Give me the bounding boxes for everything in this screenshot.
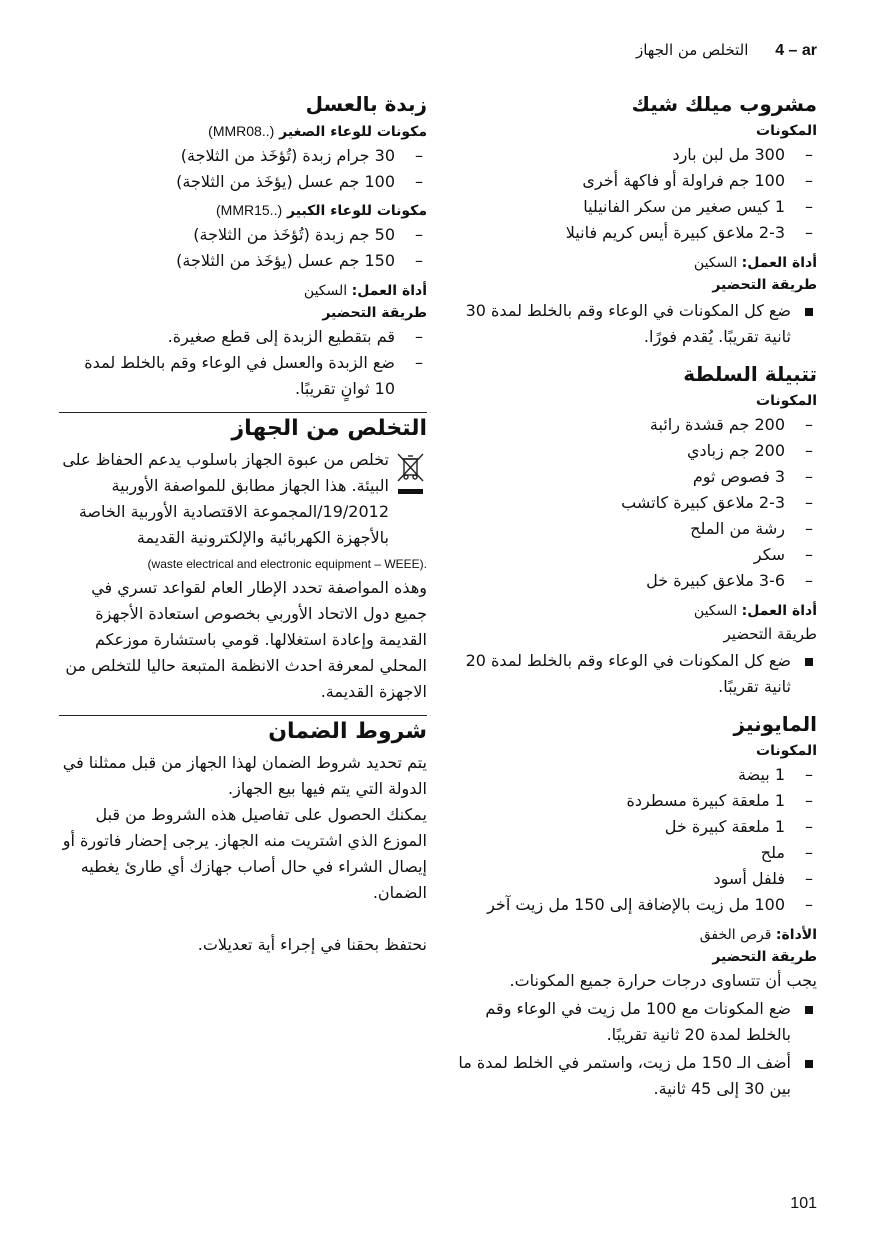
list-item: ضع كل المكونات في الوعاء وقم بالخلط لمدة 30 ثانية تقريبًا. يُقدم فورًا. <box>457 298 817 350</box>
right-column <box>457 90 817 1102</box>
mayo-ingredients <box>457 762 817 918</box>
page-number: 101 <box>790 1195 817 1212</box>
list-item: – 1 ملعقة كبيرة خل <box>457 814 817 840</box>
milkshake-tool <box>457 252 817 274</box>
weee-english: (waste electrical and electronic equipment – WEEE). <box>147 557 427 571</box>
mayo-section <box>457 710 817 1102</box>
disposal-text-2: وهذه المواصفة تحدد الإطار العام لقواعد تسري في جميع دول الاتحاد الأوربي بخصوص استعادة الأجهزة القديمة وإعادة استغلالها. قومي باستشارة موزعكم المحلي لمعرفة احدث الانظمة المتبعة حاليا للتخلص من الاجهزة القديمة. <box>65 578 427 701</box>
dressing-prep-label: طريقة التحضير <box>723 625 817 643</box>
mayo-tool <box>457 924 817 946</box>
list-item: – 100 مل زيت بالإضافة إلى 150 مل زيت آخر <box>457 892 817 918</box>
small-bowl-label: مكونات للوعاء الصغير (MMR08..) <box>208 123 427 140</box>
honey-butter-section <box>59 90 427 402</box>
tool-value: السكين <box>693 255 738 271</box>
honey-butter-steps <box>59 324 427 402</box>
list-item: – 200 جم زبادي <box>457 438 817 464</box>
dressing-title: تتبيلة السلطة <box>683 362 817 386</box>
list-item: – سكر <box>457 542 817 568</box>
list-item: أضف الـ 150 مل زيت، واستمر في الخلط لمدة ما بين 30 إلى 45 ثانية. <box>457 1050 817 1102</box>
milkshake-ingredients-label: المكونات <box>756 123 817 139</box>
mayo-prep-label: طريقة التحضير <box>712 949 817 965</box>
list-item: ضع كل المكونات في الوعاء وقم بالخلط لمدة 20 ثانية تقريبًا. <box>457 648 817 700</box>
list-item: – قم بتقطيع الزبدة إلى قطع صغيرة. <box>59 324 427 350</box>
tool-label: أداة العمل: <box>741 603 817 619</box>
mayo-intro: يجب أن تتساوى درجات حرارة جميع المكونات. <box>509 971 817 990</box>
list-item: – 30 جرام زبدة (تُؤخَذ من الثلاجة) <box>59 143 427 169</box>
tool-label: أداة العمل: <box>351 283 427 299</box>
mayo-title: المايونيز <box>733 712 817 736</box>
left-column <box>59 90 427 958</box>
list-item: – 200 جم قشدة رائبة <box>457 412 817 438</box>
disposal-section <box>59 413 427 705</box>
list-item: – رشة من الملح <box>457 516 817 542</box>
tool-label: أداة العمل: <box>741 255 817 271</box>
page-label: 4 – ar <box>775 42 817 59</box>
small-model: (MMR08..) <box>208 123 275 139</box>
list-item: – 2-3 ملاعق كبيرة كاتشب <box>457 490 817 516</box>
large-bowl-ingredients <box>59 222 427 274</box>
honey-butter-prep-label: طريقة التحضير <box>322 305 427 321</box>
list-item: – 2-3 ملاعق كبيرة أيس كريم فانيلا <box>457 220 817 246</box>
mayo-ingredients-label: المكونات <box>756 743 817 759</box>
list-item: – 300 مل لبن بارد <box>457 142 817 168</box>
list-item: – فلفل أسود <box>457 866 817 892</box>
list-item: – ملح <box>457 840 817 866</box>
milkshake-steps <box>457 298 817 350</box>
list-item: – 1 كيس صغير من سكر الفانيليا <box>457 194 817 220</box>
milkshake-prep-label: طريقة التحضير <box>712 277 817 293</box>
disposal-title: التخلص من الجهاز <box>231 416 427 441</box>
disposal-text: تخلص من عبوة الجهاز باسلوب يدعم الحفاظ على البيئة. هذا الجهاز مطابق للمواصفة الأوربية 19/2012/المجموعة الاقتصادية الأوربية الخاصة بالأجهزة الكهربائية والإلكترونية القديمة <box>62 450 389 547</box>
list-item: – ضع الزبدة والعسل في الوعاء وقم بالخلط لمدة 10 ثوانٍ تقريبًا. <box>59 350 427 402</box>
warranty-p3: نحتفظ بحقنا في إجراء أية تعديلات. <box>197 935 427 954</box>
list-item: – 100 جم فراولة أو فاكهة أخرى <box>457 168 817 194</box>
list-item: – 150 جم عسل (يؤخَذ من الثلاجة) <box>59 248 427 274</box>
large-model: (MMR15..) <box>216 202 283 218</box>
tool-value: السكين <box>693 603 738 619</box>
tool-value: السكين <box>303 283 348 299</box>
list-item: – 3-6 ملاعق كبيرة خل <box>457 568 817 594</box>
list-item: – 100 جم عسل (يؤخَذ من الثلاجة) <box>59 169 427 195</box>
list-item: – 1 بيضة <box>457 762 817 788</box>
list-item: – 3 فصوص ثوم <box>457 464 817 490</box>
dressing-ingredients-label: المكونات <box>756 393 817 409</box>
dressing-ingredients <box>457 412 817 594</box>
warranty-title: شروط الضمان <box>268 719 427 744</box>
honey-butter-title: زبدة بالعسل <box>305 92 427 116</box>
list-item: – 1 ملعقة كبيرة مسطردة <box>457 788 817 814</box>
dressing-steps <box>457 648 817 700</box>
tool-value: قرص الخفق <box>699 927 772 943</box>
tool-label: الأداة: <box>775 927 817 943</box>
milkshake-section <box>457 90 817 350</box>
list-item: – 50 جم زبدة (تُؤخَذ من الثلاجة) <box>59 222 427 248</box>
list-item: ضع المكونات مع 100 مل زيت في الوعاء وقم بالخلط لمدة 20 ثانية تقريبًا. <box>457 996 817 1048</box>
large-bowl-label: مكونات للوعاء الكبير (MMR15..) <box>216 202 427 219</box>
small-bowl-ingredients <box>59 143 427 195</box>
dressing-tool <box>457 600 817 622</box>
milkshake-ingredients <box>457 142 817 246</box>
header-title: التخلص من الجهاز <box>635 41 749 59</box>
mayo-steps <box>457 996 817 1102</box>
weee-bin-icon <box>395 451 425 511</box>
warranty-p2: يمكنك الحصول على تفاصيل هذه الشروط من قبل الموزع الذي اشتريت منه الجهاز. يرجى إحضار فاتورة أو إيصال الشراء في حال أصاب جهازك أي طارئ يغطيه الضمان. <box>62 805 427 902</box>
warranty-section <box>59 716 427 958</box>
milkshake-title: مشروب ميلك شيك <box>631 92 817 116</box>
warranty-p1: يتم تحديد شروط الضمان لهذا الجهاز من قبل ممثلنا في الدولة التي يتم فيها بيع الجهاز. <box>62 753 427 798</box>
page-header <box>57 38 817 62</box>
dressing-section <box>457 360 817 700</box>
honey-butter-tool <box>59 280 427 302</box>
